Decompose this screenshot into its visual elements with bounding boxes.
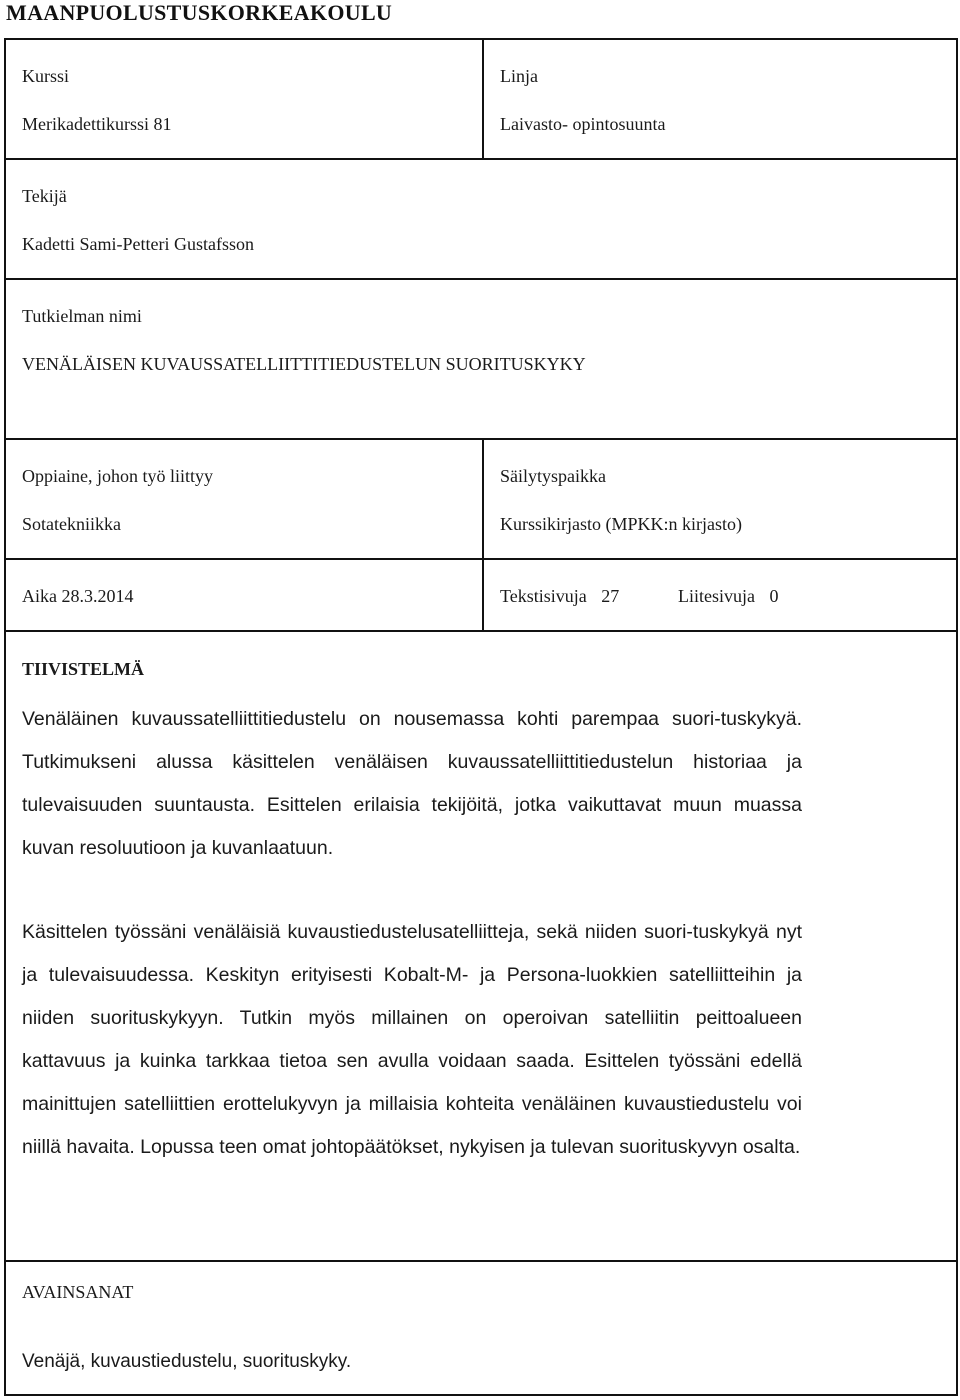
thesis-title: VENÄLÄISEN KUVAUSSATELLIITTITIEDUSTELUN SUORITUSKYKY: [22, 354, 586, 374]
divider: [6, 1260, 956, 1262]
line-label: Linja: [500, 66, 538, 86]
abstract-heading: TIIVISTELMÄ: [22, 659, 145, 679]
appendix-pages-value: 0: [769, 586, 779, 606]
abstract-paragraph-2: Käsittelen työssäni venäläisiä kuvaustiedustelusatelliitteja, sekä niiden suori-tuskykyä nyt ja tulevaisuudessa. Keskityn erityisesti Kobalt-M- ja Persona-luokkien satelliitteihin ja niiden suorituskykyyn. Tutkin myös millainen on operoivan satelliitin peittoalueen kattavuus ja kuinka tarkkaa tietoa sen avulla voidaan saada. Esittelen työssäni edellä mainittujen satelliittien erottelukyvyn ja millaisia kohteita venäläinen kuvaustiedustelu voi niillä havaita. Lopussa teen omat johtopäätökset, nykyisen ja tulevan suorituskyvyn osalta.: [22, 921, 802, 1158]
author-value: Kadetti Sami-Petteri Gustafsson: [22, 234, 254, 254]
appendix-pages-label: Liitesivuja: [678, 586, 755, 606]
line-value: Laivasto- opintosuunta: [500, 114, 666, 134]
divider: [482, 40, 484, 158]
divider: [6, 438, 956, 440]
keywords-value: Venäjä, kuvaustiedustelu, suorituskyky.: [22, 1351, 352, 1372]
date-label: Aika: [22, 586, 57, 606]
divider: [6, 558, 956, 560]
author-label: Tekijä: [22, 186, 67, 206]
text-pages-label: Tekstisivuja: [500, 586, 587, 606]
subject-value: Sotatekniikka: [22, 514, 121, 534]
divider: [6, 630, 956, 632]
date-field: [22, 586, 134, 607]
subject-label: Oppiaine, johon työ liittyy: [22, 466, 213, 486]
divider: [6, 158, 956, 160]
storage-value: Kurssikirjasto (MPKK:n kirjasto): [500, 514, 742, 534]
thesis-label: Tutkielman nimi: [22, 306, 142, 326]
course-label: Kurssi: [22, 66, 70, 86]
institution-title: MAANPUOLUSTUSKORKEAKOULU: [6, 0, 393, 25]
storage-label: Säilytyspaikka: [500, 466, 606, 486]
thesis-form: [4, 38, 958, 1396]
divider: [482, 438, 484, 630]
text-pages-field: [500, 586, 619, 607]
date-value: 28.3.2014: [61, 586, 134, 606]
course-value: Merikadettikurssi 81: [22, 114, 172, 134]
abstract-paragraph-1: Venäläinen kuvaussatelliittitiedustelu on nousemassa kohti parempaa suori-tuskykyä. Tutkimukseni alussa käsittelen venäläisen kuvaussatelliittitiedustelun historiaa ja tulevaisuuden suuntausta. Esittelen erilaisia tekijöitä, jotka vaikuttavat muun muassa kuvan resoluutioon ja kuvanlaatuun.: [22, 708, 802, 859]
appendix-pages-field: [678, 586, 778, 607]
text-pages-value: 27: [601, 586, 620, 606]
divider: [6, 278, 956, 280]
keywords-label: AVAINSANAT: [22, 1282, 134, 1302]
